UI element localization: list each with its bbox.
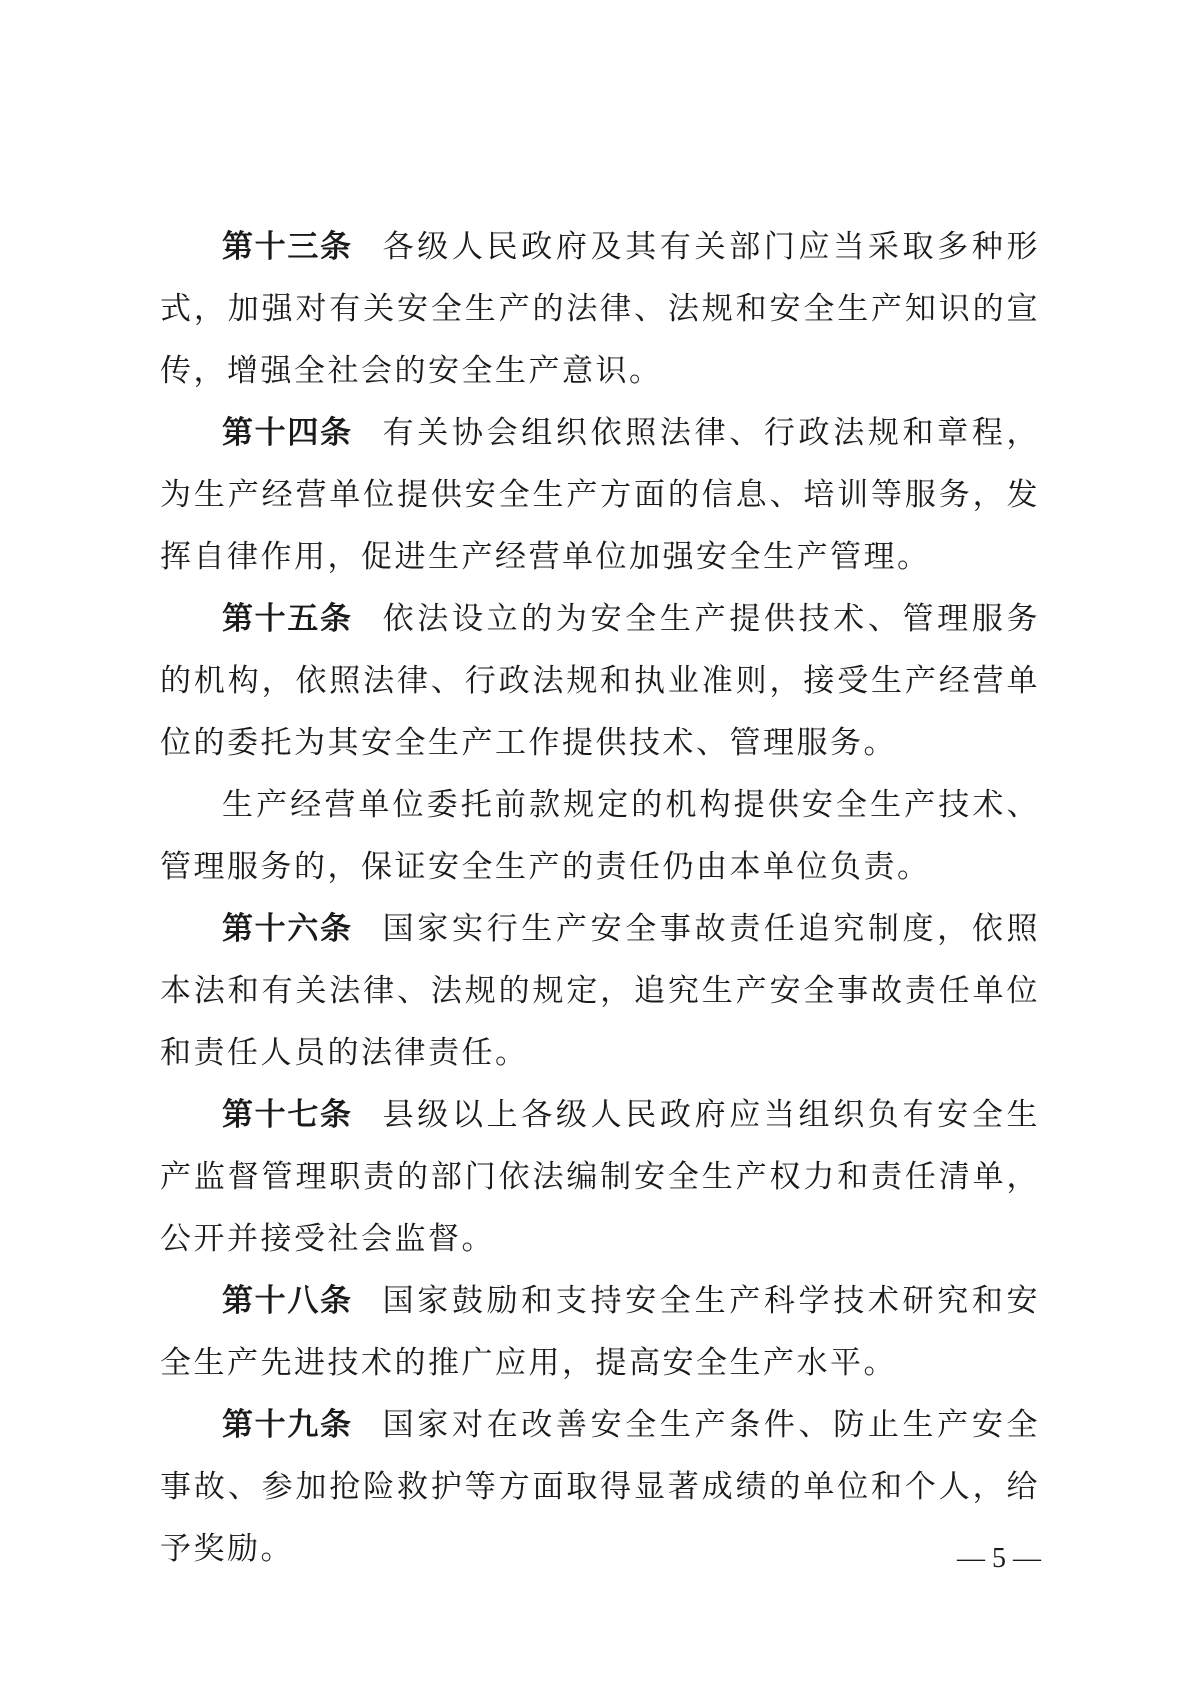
article-text: 国家鼓励和支持安全生产科学技术研究和安全生产先进技术的推广应用，提高安全生产水平。 bbox=[160, 1283, 1041, 1381]
article-text: 国家对在改善安全生产条件、防止生产安全事故、参加抢险救护等方面取得显著成绩的单位和个人，给予奖励。 bbox=[160, 1407, 1041, 1567]
article-text: 生产经营单位委托前款规定的机构提供安全生产技术、管理服务的，保证安全生产的责任仍由本单位负责。 bbox=[160, 787, 1040, 885]
article-14 bbox=[160, 402, 1040, 588]
article-label: 第十九条 bbox=[222, 1407, 353, 1443]
article-18 bbox=[160, 1270, 1040, 1394]
article-text: 有关协会组织依照法律、行政法规和章程，为生产经营单位提供安全生产方面的信息、培训等服务，发挥自律作用，促进生产经营单位加强安全生产管理。 bbox=[160, 415, 1041, 575]
article-label: 第十三条 bbox=[222, 229, 353, 265]
article-label: 第十五条 bbox=[222, 601, 353, 637]
article-15-paragraph-2 bbox=[160, 774, 1040, 898]
article-label: 第十六条 bbox=[222, 911, 353, 947]
article-label: 第十四条 bbox=[222, 415, 353, 451]
article-13 bbox=[160, 216, 1040, 402]
article-text: 县级以上各级人民政府应当组织负有安全生产监督管理职责的部门依法编制安全生产权力和责任清单，公开并接受社会监督。 bbox=[160, 1097, 1041, 1257]
article-19 bbox=[160, 1394, 1040, 1580]
article-text: 依法设立的为安全生产提供技术、管理服务的机构，依照法律、行政法规和执业准则，接受生产经营单位的委托为其安全生产工作提供技术、管理服务。 bbox=[160, 601, 1041, 761]
document-body bbox=[160, 216, 1040, 1580]
article-label: 第十七条 bbox=[222, 1097, 353, 1133]
article-16 bbox=[160, 898, 1040, 1084]
article-15 bbox=[160, 588, 1040, 774]
article-text: 国家实行生产安全事故责任追究制度，依照本法和有关法律、法规的规定，追究生产安全事故责任单位和责任人员的法律责任。 bbox=[160, 911, 1041, 1071]
page-number: — 5 — bbox=[957, 1543, 1041, 1574]
article-text: 各级人民政府及其有关部门应当采取多种形式，加强对有关安全生产的法律、法规和安全生产知识的宣传，增强全社会的安全生产意识。 bbox=[160, 229, 1041, 389]
article-label: 第十八条 bbox=[222, 1283, 353, 1319]
article-17 bbox=[160, 1084, 1040, 1270]
